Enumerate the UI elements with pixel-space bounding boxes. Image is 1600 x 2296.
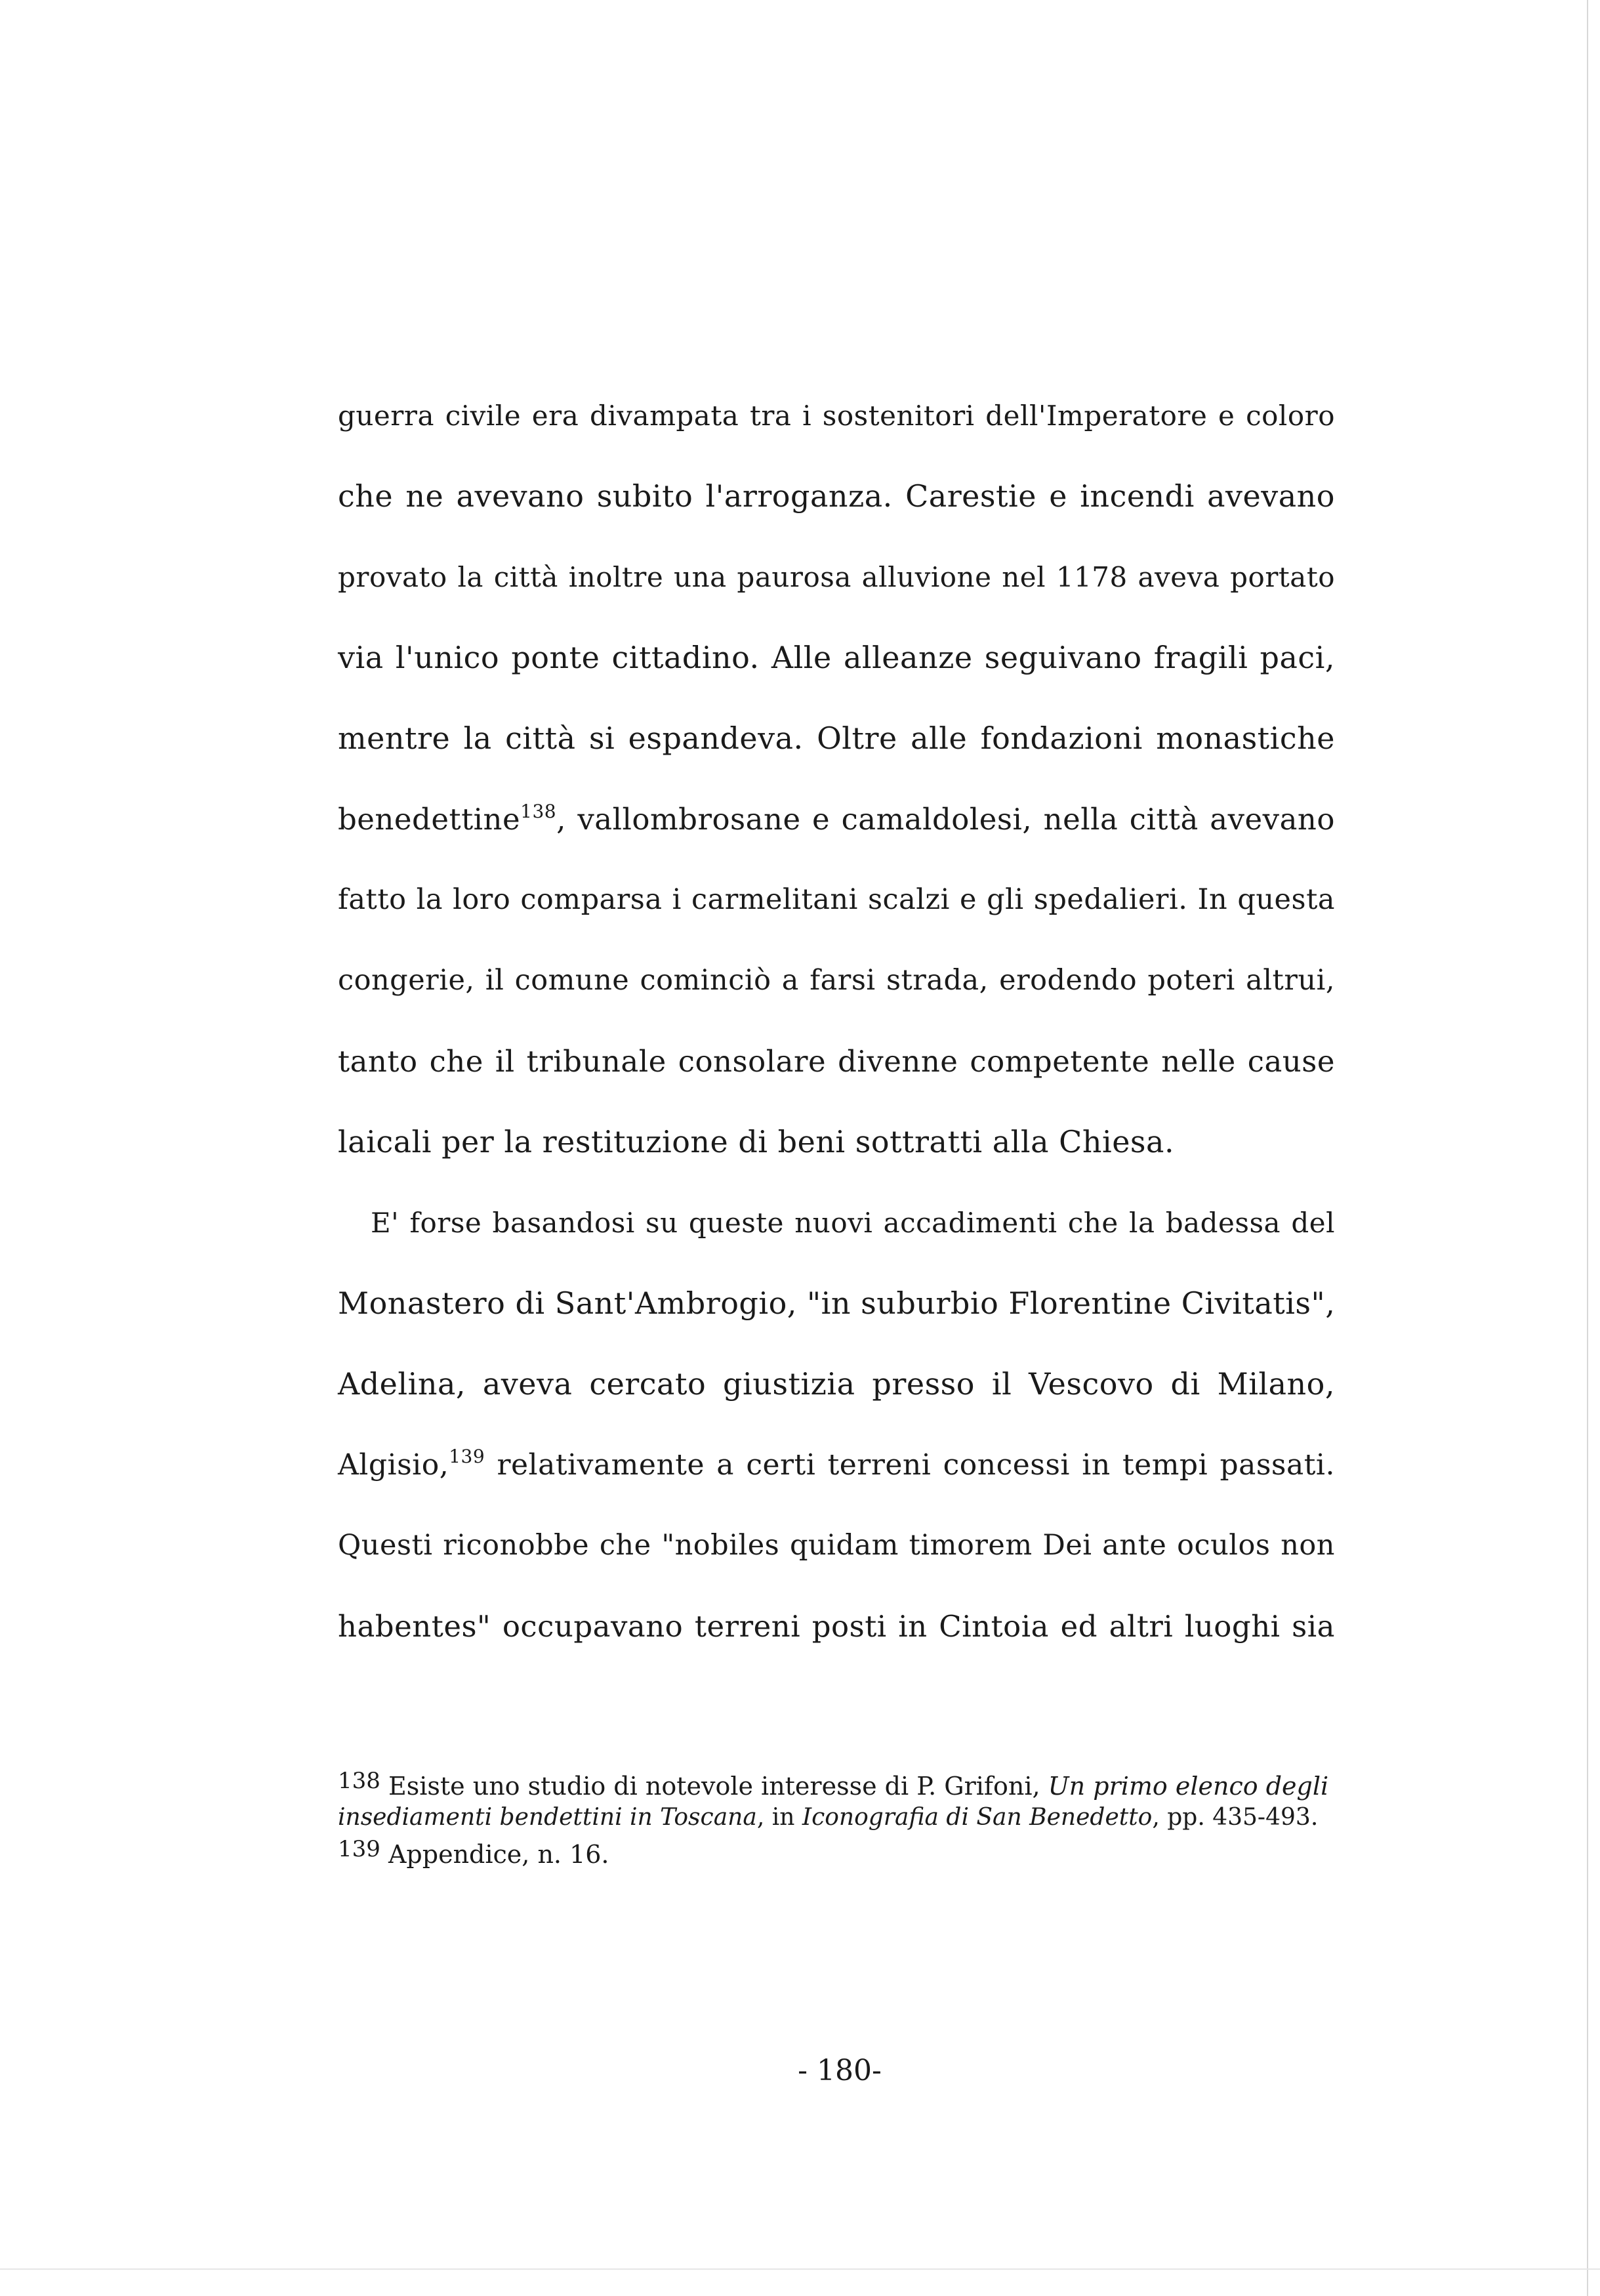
page-number: - 180-: [798, 2054, 882, 2087]
line-text: via l'unico ponte cittadino. Alle alleanze seguivano fragili paci,: [338, 640, 1335, 675]
text-line: [338, 860, 1335, 940]
body-text: [338, 375, 1335, 1667]
page-edge-bottom: [0, 2268, 1600, 2270]
text-line: [338, 375, 1335, 456]
text-line: [338, 1505, 1335, 1586]
footnote-title: insediamenti bendettini in Toscana: [338, 1804, 757, 1831]
text-line: [338, 1586, 1335, 1667]
footnote-number: 139: [338, 1836, 380, 1862]
text-line: [338, 940, 1335, 1021]
text-line: [338, 1102, 1335, 1182]
text-line: [338, 1021, 1335, 1102]
footnote-138-cont: [338, 1802, 1335, 1833]
footnote-text: Esiste uno studio di notevole interesse di P. Grifoni,: [380, 1772, 1048, 1801]
footnote-text: , in: [756, 1804, 802, 1831]
text-line: [338, 1182, 1335, 1263]
footnote-ref-139: 139: [449, 1446, 485, 1467]
line-text: tanto che il tribunale consolare divenne competente nelle cause: [338, 1044, 1335, 1079]
line-text: Monastero di Sant'Ambrogio, "in suburbio Florentine Civitatis",: [338, 1285, 1336, 1321]
line-text: provato la città inoltre una paurosa alluvione nel 1178 aveva portato: [338, 561, 1335, 593]
text-line: [338, 1344, 1335, 1425]
line-text: fatto la loro comparsa i carmelitani scalzi e gli spedalieri. In questa: [338, 883, 1335, 916]
page-edge-right: [1587, 0, 1588, 2296]
line-text: Adelina, aveva cercato giustizia presso il Vescovo di Milano,: [338, 1366, 1335, 1402]
footnote-title: Iconografia di San Benedetto: [802, 1804, 1153, 1831]
footnote-text: Appendice, n. 16.: [380, 1840, 609, 1869]
line-text: E' forse basandosi su queste nuovi accadimenti che la badessa del: [371, 1207, 1335, 1239]
line-text: guerra civile era divampata tra i sostenitori dell'Imperatore e coloro: [338, 400, 1335, 432]
text-line: [338, 1263, 1335, 1344]
footnotes: [338, 1765, 1335, 1870]
line-text: benedettine: [338, 802, 521, 837]
line-text: che ne avevano subito l'arroganza. Carestie e incendi avevano: [338, 478, 1335, 514]
line-text: relativamente a certi terreni concessi in tempi passati.: [485, 1448, 1335, 1482]
text-line: [338, 779, 1335, 860]
line-text: laicali per la restituzione di beni sottratti alla Chiesa.: [338, 1124, 1175, 1159]
footnote-title: Un primo elenco degli: [1048, 1772, 1329, 1801]
footnote-text: , pp. 435-493.: [1152, 1804, 1319, 1831]
line-text: Algisio,: [338, 1448, 449, 1482]
text-line: [338, 698, 1335, 779]
text-line: [338, 537, 1335, 617]
text-line: [338, 1425, 1335, 1505]
footnote-ref-138: 138: [520, 801, 557, 822]
line-text: , vallombrosane e camaldolesi, nella città avevano: [556, 802, 1335, 837]
line-text: habentes" occupavano terreni posti in Cintoia ed altri luoghi sia: [338, 1609, 1335, 1644]
footnote-number: 138: [338, 1768, 380, 1794]
line-text: Questi riconobbe che "nobiles quidam timorem Dei ante oculos non: [338, 1529, 1335, 1562]
line-text: congerie, il comune cominciò a farsi strada, erodendo poteri altrui,: [338, 964, 1335, 997]
line-text: mentre la città si espandeva. Oltre alle fondazioni monastiche: [338, 720, 1335, 756]
footnote-138: [338, 1765, 1335, 1802]
text-line: [338, 456, 1335, 537]
text-line: [338, 617, 1335, 698]
footnote-139: [338, 1833, 1335, 1870]
